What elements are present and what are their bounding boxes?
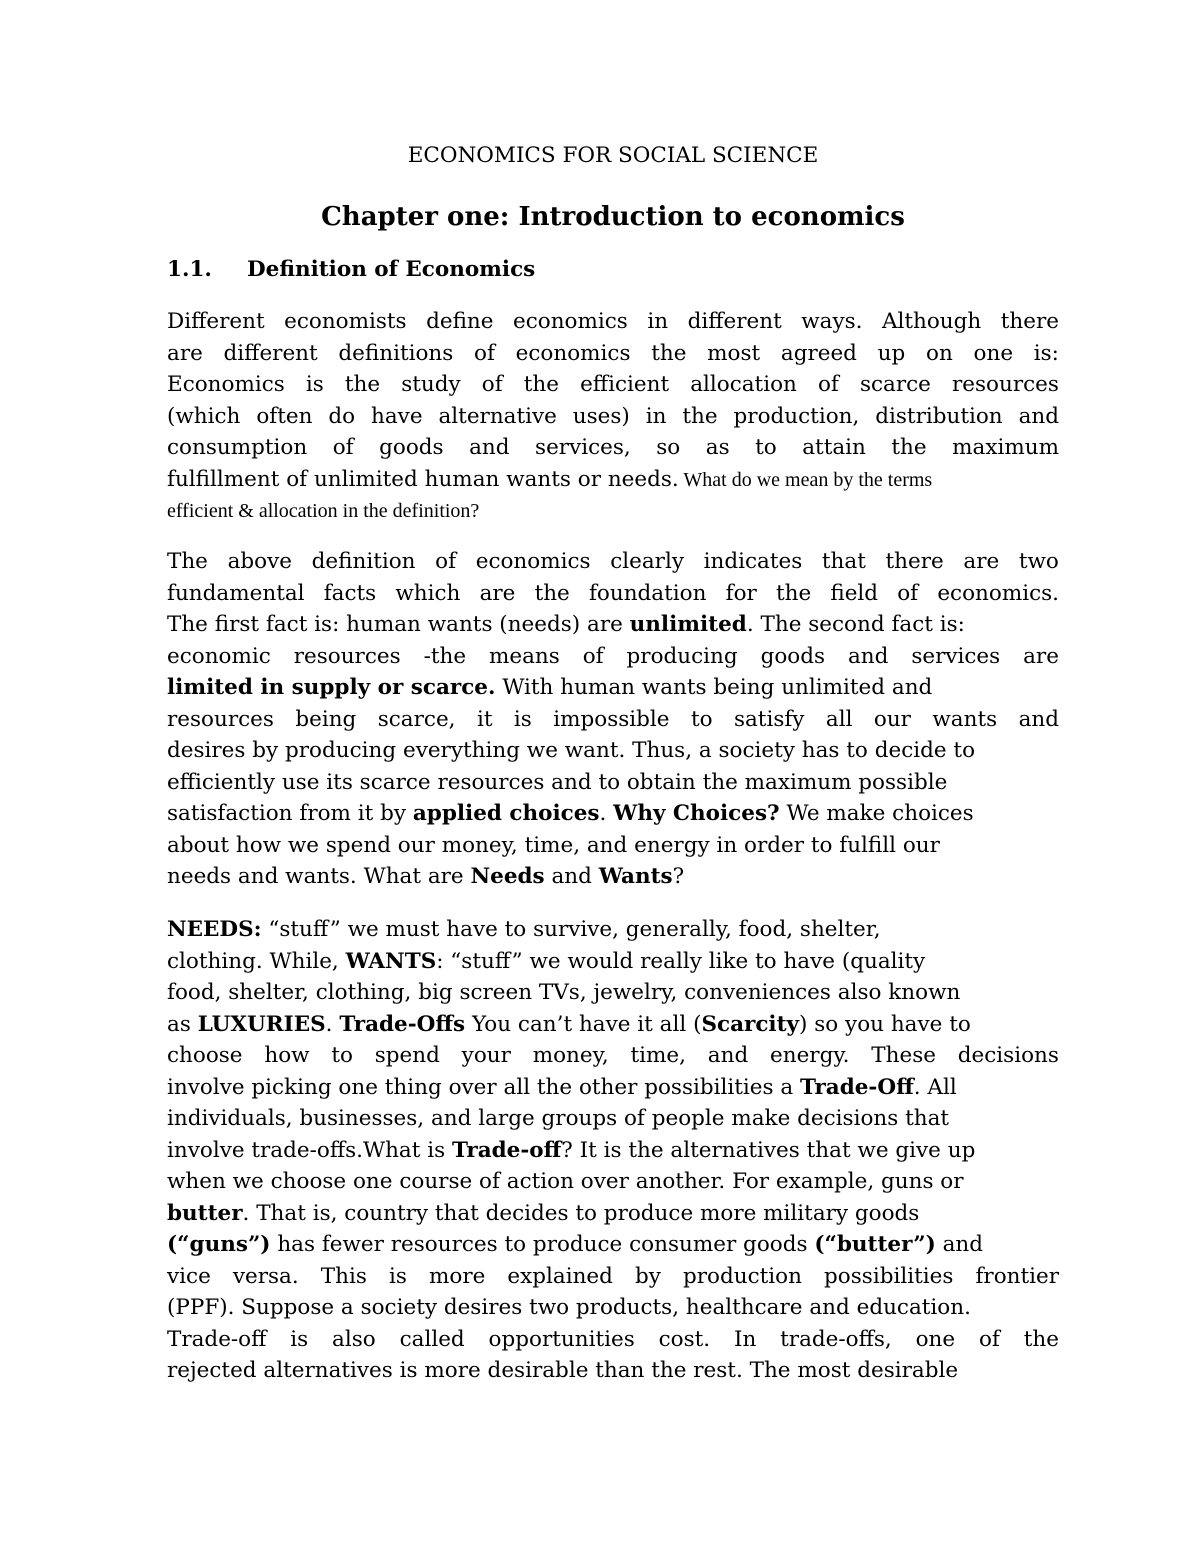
word: also (332, 1326, 376, 1352)
word: have (371, 403, 423, 429)
text-line (167, 1009, 1059, 1041)
document-title: ECONOMICS FOR SOCIAL SCIENCE (407, 143, 819, 168)
text-span: has fewer resources to produce consumer goods (270, 1232, 815, 1257)
word: efficient (580, 372, 670, 397)
text-line (167, 1355, 1059, 1387)
text-span: involve picking one thing over all the other possibilities a (167, 1074, 801, 1100)
word: Different (167, 309, 265, 334)
bold-term: Wants (598, 864, 673, 889)
text-span: . All (913, 1074, 957, 1100)
text-line (167, 495, 1059, 527)
text-line (167, 977, 1059, 1009)
word: satisfy (733, 706, 805, 732)
text-span: ) so you have to (799, 1011, 971, 1037)
word: and (1018, 706, 1059, 732)
bold-term: WANTS (345, 948, 437, 974)
word: which (395, 580, 461, 606)
word: Trade-off (167, 1326, 267, 1352)
word: to (690, 706, 713, 732)
word: The (167, 549, 208, 574)
word: called (399, 1326, 465, 1352)
word: is (290, 1326, 309, 1352)
text-line (167, 946, 1059, 978)
word: the (344, 372, 381, 397)
word: This (320, 1263, 367, 1289)
word: vice (167, 1263, 211, 1289)
text-span: You can’t have it all ( (465, 1011, 702, 1037)
bold-term: butter (167, 1200, 243, 1226)
word: These (871, 1043, 936, 1068)
word: your (461, 1043, 511, 1068)
text-line (167, 798, 1059, 830)
bold-term: Trade-Off (800, 1074, 914, 1100)
word: alternative (438, 403, 557, 429)
text-line (167, 914, 1059, 946)
text-span: and (544, 864, 599, 889)
word: how (264, 1043, 310, 1068)
word: economists (284, 309, 407, 334)
word: to (755, 435, 777, 460)
word: opportunities (488, 1326, 635, 1352)
text-span: about how we spend our money, time, and energy in order to fulfill our (167, 832, 940, 858)
word: are (963, 549, 1000, 574)
text-line (167, 369, 1059, 401)
bold-term: Needs (470, 864, 545, 889)
word: attain (802, 435, 866, 460)
text-span: : “stuff” we would really like to have (quality (436, 948, 926, 974)
word: decisions (957, 1043, 1059, 1068)
word: more (428, 1263, 486, 1289)
word: economic (167, 643, 271, 669)
text-line (167, 1040, 1059, 1072)
word: -the (423, 643, 467, 669)
word: possibilities (824, 1263, 954, 1289)
word: distribution (875, 403, 1003, 429)
word: for (725, 580, 757, 606)
word: different (223, 340, 318, 366)
word: goods (760, 643, 826, 669)
word: of (332, 435, 354, 460)
word: services, (535, 435, 631, 460)
text-line (167, 1261, 1059, 1293)
text-line (167, 767, 1059, 799)
text-span: . (325, 1011, 340, 1037)
word: the (775, 580, 812, 606)
word: two (1018, 549, 1059, 574)
word: the (682, 403, 718, 429)
word: the (891, 435, 927, 460)
word: economics (515, 340, 631, 366)
word: agreed (780, 340, 857, 366)
word: field (830, 580, 879, 606)
bold-term: (“butter”) (814, 1232, 936, 1257)
word: often (256, 403, 313, 429)
word: on (926, 340, 953, 366)
word: are (1023, 643, 1059, 669)
word: the (534, 580, 570, 606)
word: producing (626, 643, 738, 669)
word: being (295, 706, 357, 732)
word: facts (323, 580, 377, 606)
word: and (707, 1043, 749, 1068)
text-span: food, shelter, clothing, big screen TVs, jewelry, conveniences also known (167, 980, 961, 1005)
word: and (847, 643, 889, 669)
word: economics (513, 309, 628, 334)
word: spend (374, 1043, 440, 1068)
word: resources (293, 643, 401, 669)
word: consumption (167, 435, 308, 460)
word: versa. (232, 1263, 299, 1289)
text-line (167, 1103, 1059, 1135)
question-text: What do we mean by the terms (678, 468, 933, 491)
word: by (635, 1263, 661, 1289)
word: production (683, 1263, 802, 1289)
word: it (476, 706, 493, 732)
word: services (911, 643, 1001, 669)
text-span: “stuff” we must have to survive, generally, food, shelter, (261, 917, 881, 942)
bold-term: Why Choices? (613, 801, 780, 826)
word: choose (167, 1043, 243, 1068)
word: is: (1033, 340, 1059, 366)
word: our (873, 706, 911, 732)
text-line (167, 432, 1059, 464)
word: cost. (658, 1326, 711, 1352)
word: uses) (572, 403, 630, 429)
text-span: involve trade-offs.What is (167, 1137, 452, 1163)
bold-term: applied choices (412, 801, 600, 826)
word: different (687, 309, 782, 334)
text-span: (PPF). Suppose a society desires two products, healthcare and education. (167, 1295, 971, 1320)
word: is (388, 1263, 407, 1289)
bold-term: Trade-off (451, 1137, 562, 1163)
text-span: satisfaction from it by (167, 801, 413, 826)
word: up (877, 340, 906, 366)
bold-term: NEEDS: (167, 917, 262, 942)
word: above (227, 549, 292, 574)
bold-term: Trade-Offs (339, 1011, 466, 1037)
question-text: efficient & allocation in the definition? (167, 500, 480, 522)
word: (which (167, 403, 241, 429)
bold-term: unlimited (629, 612, 747, 637)
word: of (897, 580, 919, 606)
word: In (733, 1326, 757, 1352)
section-title: Definition of Economics (247, 257, 536, 282)
text-line (167, 464, 1059, 496)
bold-term: (“guns”) (167, 1232, 271, 1257)
paragraph-fundamental-facts (167, 546, 1059, 893)
word: most (707, 340, 761, 366)
text-span: ? (672, 864, 685, 889)
text-line (167, 1198, 1059, 1230)
text-span: as (167, 1011, 198, 1037)
text-line (167, 735, 1059, 767)
word: fundamental (167, 580, 305, 606)
text-span: . The second fact is: (746, 612, 965, 637)
word: economics. (937, 580, 1059, 606)
word: one (915, 1326, 956, 1352)
word: so (656, 435, 681, 460)
word: Economics (167, 372, 285, 397)
word: of (582, 643, 604, 669)
word: explained (507, 1263, 613, 1289)
word: to (331, 1043, 353, 1068)
word: of (435, 549, 457, 574)
word: allocation (690, 372, 797, 397)
text-span: when we choose one course of action over another. For example, guns or (167, 1169, 964, 1194)
text-span: . (599, 801, 614, 826)
word: ways. (801, 309, 863, 334)
text-line (167, 306, 1059, 338)
text-line (167, 830, 1059, 862)
word: production, (733, 403, 860, 429)
word: is (305, 372, 324, 397)
word: as (705, 435, 730, 460)
word: are (479, 580, 516, 606)
text-line (167, 1292, 1059, 1324)
word: of (978, 1326, 1000, 1352)
text-line (167, 1229, 1059, 1261)
word: resources (952, 372, 1059, 397)
text-line (167, 861, 1059, 893)
text-line (167, 641, 1059, 673)
word: scarce (859, 372, 931, 397)
word: trade-offs, (780, 1326, 892, 1352)
text-span: needs and wants. What are (167, 864, 471, 889)
text-span: We make choices (779, 801, 974, 826)
text-span: desires by producing everything we want. Thus, a society has to decide to (167, 738, 976, 763)
paragraph-definition (167, 306, 1059, 527)
word: one (973, 340, 1014, 366)
text-line (167, 1072, 1059, 1104)
section-number: 1.1. (167, 257, 212, 282)
word: that (821, 549, 866, 574)
word: energy. (770, 1043, 850, 1068)
text-line (167, 609, 1059, 641)
paragraph-needs-wants (167, 914, 1059, 1387)
text-line (167, 546, 1059, 578)
word: maximum (952, 435, 1059, 460)
text-span: ? It is the alternatives that we give up (561, 1137, 976, 1163)
word: of (481, 372, 503, 397)
text-line (167, 338, 1059, 370)
word: do (328, 403, 356, 429)
bold-term: limited in supply or scarce. (167, 675, 496, 700)
word: frontier (975, 1263, 1059, 1289)
word: money, (532, 1043, 609, 1068)
text-span: efficiently use its scarce resources and to obtain the maximum possible (167, 769, 948, 795)
word: are (167, 340, 203, 366)
word: the (523, 372, 559, 397)
word: scarce, (377, 706, 456, 732)
text-span: fulfillment of unlimited human wants or needs. (167, 466, 679, 492)
text-line (167, 1166, 1059, 1198)
word: there (885, 549, 944, 574)
text-line (167, 1324, 1059, 1356)
word: all (825, 706, 853, 732)
word: and (469, 435, 510, 460)
text-line (167, 672, 1059, 704)
word: in (645, 403, 667, 429)
word: means (488, 643, 560, 669)
word: resources (167, 706, 274, 732)
word: impossible (553, 706, 670, 732)
word: wants (932, 706, 998, 732)
word: goods (379, 435, 444, 460)
text-line (167, 1135, 1059, 1167)
text-line (167, 704, 1059, 736)
word: time, (630, 1043, 686, 1068)
text-line (167, 401, 1059, 433)
word: define (426, 309, 494, 334)
word: of (474, 340, 495, 366)
bold-term: LUXURIES (197, 1011, 326, 1037)
word: is (513, 706, 532, 732)
chapter-title: Chapter one: Introduction to economics (321, 202, 905, 232)
word: clearly (610, 549, 684, 574)
text-line (167, 578, 1059, 610)
word: definition (311, 549, 416, 574)
word: and (1018, 403, 1059, 429)
word: the (1023, 1326, 1059, 1352)
word: Although (881, 309, 982, 334)
word: in (647, 309, 669, 334)
text-span: rejected alternatives is more desirable than the rest. The most desirable (167, 1358, 959, 1383)
word: economics (475, 549, 591, 574)
word: foundation (588, 580, 707, 606)
text-span: clothing. While, (167, 948, 346, 974)
word: definitions (338, 340, 454, 366)
bold-term: Scarcity (701, 1011, 800, 1037)
text-span: With human wants being unlimited and (495, 675, 933, 700)
word: there (1000, 309, 1059, 334)
text-span: individuals, businesses, and large groups of people make decisions that (167, 1106, 950, 1131)
word: the (651, 340, 687, 366)
text-span: The first fact is: human wants (needs) are (167, 612, 630, 637)
section-heading (167, 254, 535, 286)
text-span: and (935, 1232, 984, 1257)
word: of (817, 372, 839, 397)
word: indicates (703, 549, 803, 574)
text-span: . That is, country that decides to produce more military goods (242, 1200, 920, 1226)
word: study (401, 372, 461, 397)
